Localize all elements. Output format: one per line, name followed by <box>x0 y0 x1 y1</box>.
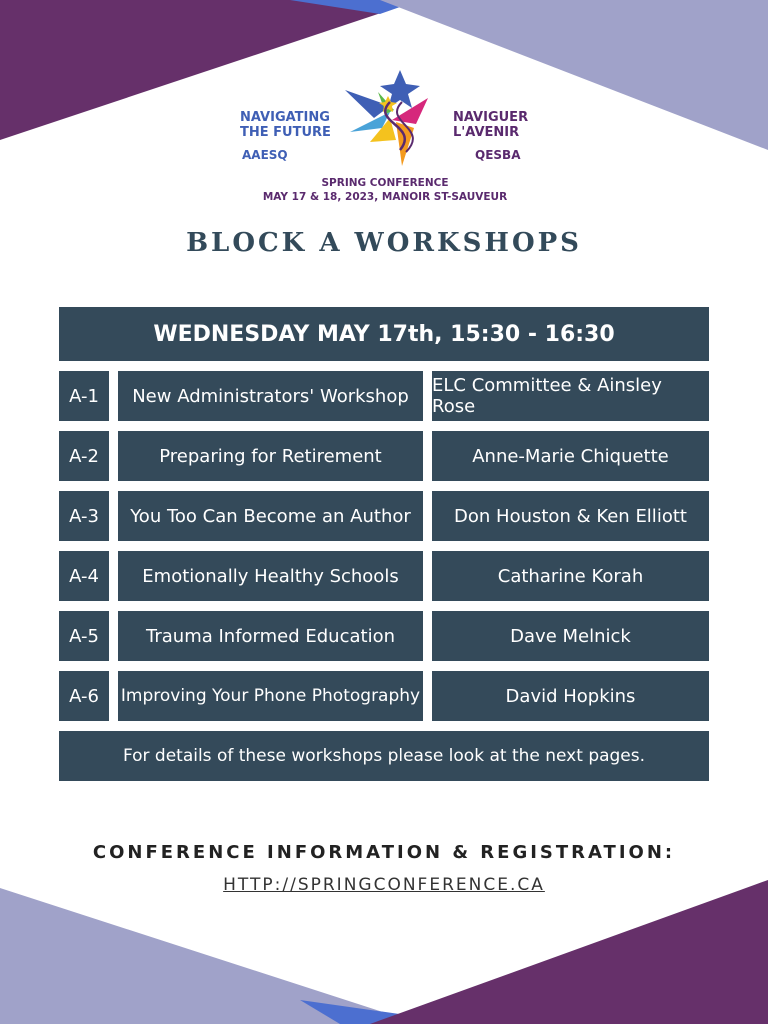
logo-qesba: QESBA <box>475 148 521 162</box>
workshop-presenter: Catharine Korah <box>432 551 709 601</box>
workshop-title: Preparing for Retirement <box>118 431 423 481</box>
workshop-code: A-2 <box>59 431 109 481</box>
logo-dates: MAY 17 & 18, 2023, MANOIR ST-SAUVEUR <box>262 191 508 203</box>
registration-link-row <box>0 875 768 895</box>
workshop-title: Trauma Informed Education <box>118 611 423 661</box>
workshop-presenter: Don Houston & Ken Elliott <box>432 491 709 541</box>
workshop-title: New Administrators' Workshop <box>118 371 423 421</box>
logo-right-text <box>453 110 528 140</box>
logo-left-line1: NAVIGATING <box>240 110 330 125</box>
logo-aaesq: AAESQ <box>242 148 288 162</box>
workshop-title: Improving Your Phone Photography <box>118 671 423 721</box>
workshop-code: A-5 <box>59 611 109 661</box>
workshop-presenter: ELC Committee & Ainsley Rose <box>432 371 709 421</box>
workshop-code: A-3 <box>59 491 109 541</box>
workshop-presenter: David Hopkins <box>432 671 709 721</box>
page-title: BLOCK A WORKSHOPS <box>186 228 582 258</box>
registration-heading: CONFERENCE INFORMATION & REGISTRATION: <box>92 842 676 863</box>
logo-left-line2: THE FUTURE <box>240 125 331 140</box>
conference-logo <box>230 62 540 212</box>
star-icon <box>330 62 450 174</box>
workshop-presenter: Dave Melnick <box>432 611 709 661</box>
workshop-title: Emotionally Healthy Schools <box>118 551 423 601</box>
logo-right-line2: L'AVENIR <box>453 125 520 140</box>
registration-link[interactable]: HTTP://SPRINGCONFERENCE.CA <box>223 875 545 895</box>
workshop-code: A-1 <box>59 371 109 421</box>
logo-conference: SPRING CONFERENCE <box>321 177 449 189</box>
logo-right-line1: NAVIGUER <box>453 110 529 125</box>
workshop-code: A-6 <box>59 671 109 721</box>
day-header: WEDNESDAY MAY 17th, 15:30 - 16:30 <box>59 307 709 361</box>
workshops-note: For details of these workshops please look at the next pages. <box>59 731 709 781</box>
logo-left-text <box>240 110 331 140</box>
workshop-code: A-4 <box>59 551 109 601</box>
workshop-presenter: Anne-Marie Chiquette <box>432 431 709 481</box>
workshop-title: You Too Can Become an Author <box>118 491 423 541</box>
